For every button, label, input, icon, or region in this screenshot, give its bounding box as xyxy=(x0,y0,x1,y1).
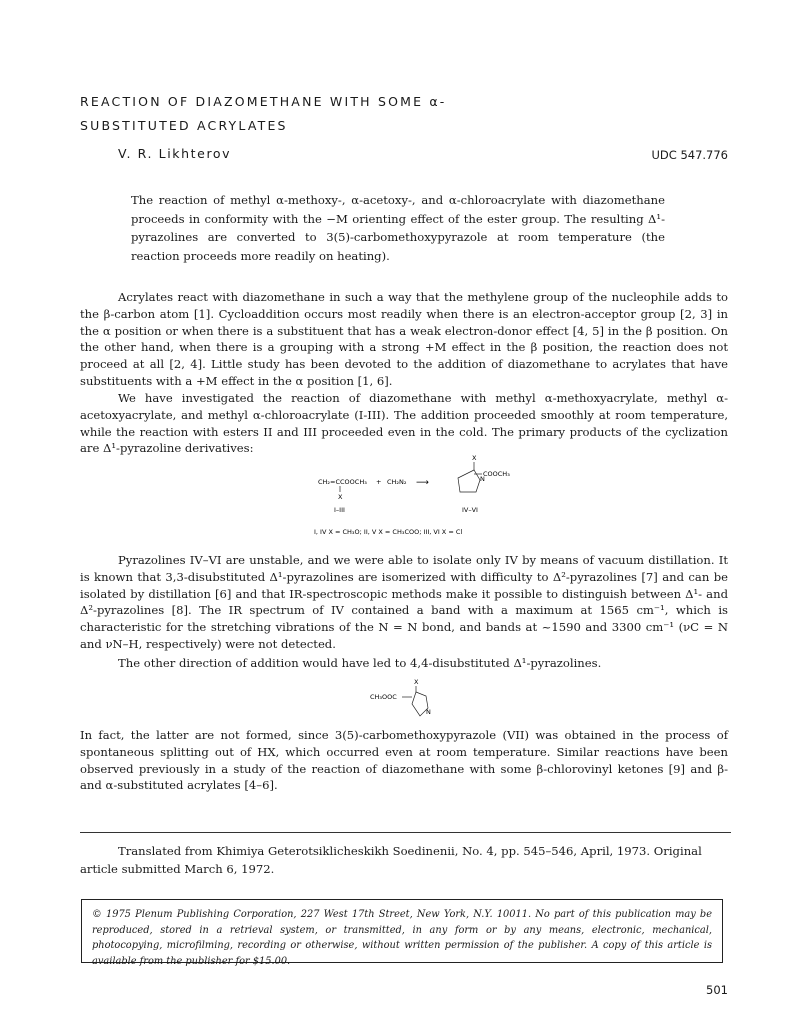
paragraph-4: The other direction of addition would have led to 4,4-disubstituted Δ¹-pyrazolines. xyxy=(118,656,602,670)
scheme2-x: X xyxy=(414,678,419,686)
reaction-scheme xyxy=(300,450,560,542)
paragraph-3: Pyrazolines IV–VI are unstable, and we were able to isolate only IV by means of vacuum distillation. It is known that 3,3-disubstituted Δ¹-pyrazolines are isomerized with difficulty to Δ²-pyrazolines [7] and can be isolated by distillation [6] and that IR-spectroscopic methods make it possible to distinguish between Δ¹- and Δ²-pyrazolines [8]. The IR spectrum of IV contained a band with a maximum at 1565 cm⁻¹, which is characteristic for the stretching vibrations of the N = N bond, and bands at ~1590 and 3300 cm⁻¹ (νC = N and νN–H, respectively) were not detected. xyxy=(80,553,728,651)
scheme-legend: I, IV X = CH₃O; II, V X = CH₃COO; III, VI X = Cl xyxy=(314,528,463,536)
copyright-text: © 1975 Plenum Publishing Corporation, 227 West 17th Street, New York, N.Y. 10011. No part of this publication may be reproduced, stored in a retrieval system, or transmitted, in any form or by any means, electronic, mechanical, photocopying, microfilming, recording or otherwise, without written permission of the publisher. A copy of this article is available from the publisher for $15.00. xyxy=(92,909,712,967)
udc-code: UDC 547.776 xyxy=(651,148,728,162)
paragraph-2: We have investigated the reaction of diazomethane with methyl α-methoxyacrylate, methyl α-acetoxyacrylate, and methyl α-chloroacrylate (I-III). The addition proceeded smoothly at room temperature, while the reaction with esters II and III proceeded even in the cold. The primary products of the cyclization are Δ¹-pyrazoline derivatives: xyxy=(80,391,728,456)
title-line-2: SUBSTITUTED ACRYLATES xyxy=(80,118,288,133)
scheme-reactant-substituent: X xyxy=(338,493,343,501)
scheme-label-left: I–III xyxy=(334,506,345,514)
scheme-product-substituent: COOCH₃ xyxy=(483,470,510,478)
scheme-reagent: CH₂N₂ xyxy=(387,478,407,486)
paragraph-5: In fact, the latter are not formed, since 3(5)-carbomethoxypyrazole (VII) was obtained in the process of spontaneous splitting out of HX, which occurred even at room temperature. Similar reactions have been observed previously in a study of the reaction of diazomethane with some β-chlorovinyl ketones [9] and β- and α-substituted acrylates [4–6]. xyxy=(80,728,728,793)
footnote-rule xyxy=(80,832,731,833)
pyrazoline-structure xyxy=(368,674,448,722)
abstract: The reaction of methyl α-methoxy-, α-acetoxy-, and α-chloroacrylate with diazomethane proceeds in conformity with the −M orienting effect of the ester group. The resulting Δ¹-pyrazolines are converted to 3(5)-carbomethoxypyrazole at room temperature (the reaction proceeds more readily on heating). xyxy=(131,193,665,263)
scheme2-substituent: CH₃OOC xyxy=(370,693,397,701)
author: V. R. Likhterov xyxy=(118,146,232,161)
scheme-ring-n: N xyxy=(480,475,485,483)
paragraph-1: Acrylates react with diazomethane in such a way that the methylene group of the nucleophile adds to the β-carbon atom [1]. Cycloaddition occurs most readily when there is an electron-acceptor group [2, 3] in the α position or when there is a substituent that has a weak electron-donor effect [4, 5] in the β position. On the other hand, when there is a grouping with a strong +M effect in the β position, the reaction does not proceed at all [2, 4]. Little study has been devoted to the addition of diazomethane to acrylates that have substituents with a +M effect in the α position [1, 6]. xyxy=(80,290,728,388)
scheme-plus: + xyxy=(376,478,382,486)
scheme-product-x: X xyxy=(472,454,477,462)
pyrazoline-ring xyxy=(458,470,480,492)
translation-footnote: Translated from Khimiya Geterotsiklicheskikh Soedinenii, No. 4, pp. 545–546, April, 1973. Original article submitted March 6, 1972. xyxy=(80,844,702,876)
scheme2-ring-n: N xyxy=(426,708,431,716)
scheme-label-right: IV–VI xyxy=(462,506,478,514)
reaction-arrow: ⟶ xyxy=(416,478,429,488)
scheme-reactant: CH₂=CCOOCH₃ xyxy=(318,478,367,486)
copyright-box xyxy=(81,899,723,967)
title-line-1: REACTION OF DIAZOMETHANE WITH SOME α- xyxy=(80,94,447,109)
page-number: 501 xyxy=(706,983,728,997)
